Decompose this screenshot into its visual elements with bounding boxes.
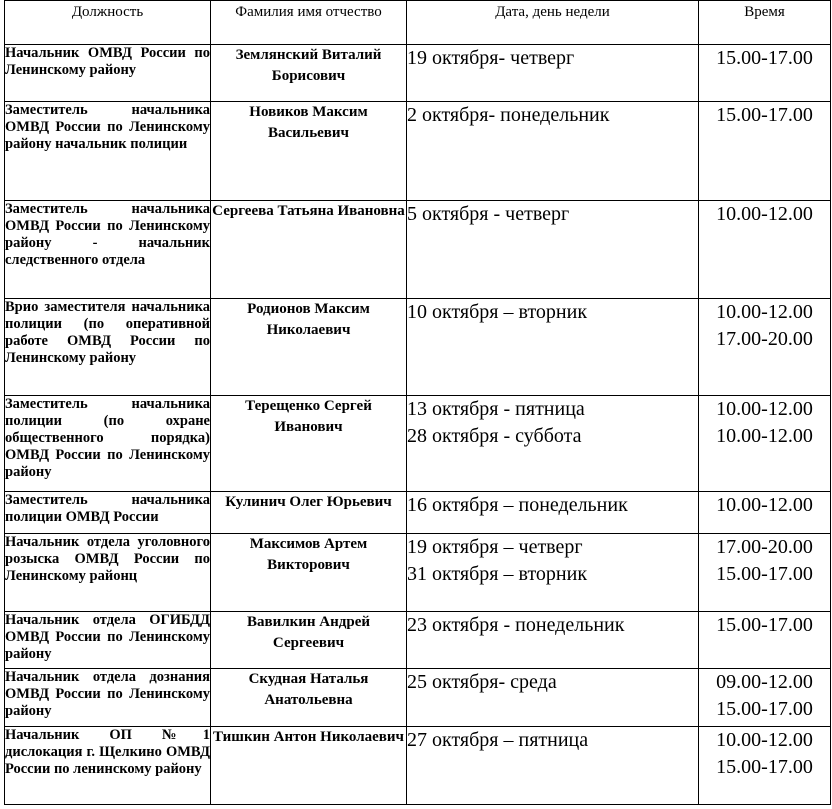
header-time: Время (699, 1, 831, 45)
position-cell: Начальник ОМВД России по Ленинскому району (5, 45, 211, 102)
time-line: 15.00-17.00 (716, 563, 813, 585)
date-cell (407, 396, 699, 492)
time-line: 15.00-17.00 (716, 756, 813, 778)
date-cell (407, 727, 699, 805)
date-line: 16 октября – понедельник (407, 494, 628, 516)
position-cell: Начальник отдела уголовного розыска ОМВД России по Ленинскому районц (5, 534, 211, 612)
date-cell (407, 102, 699, 201)
table-row (5, 612, 831, 669)
name-cell: Вавилкин Андрей Сергеевич (211, 612, 407, 669)
position-cell: Заместитель начальника ОМВД России по Ленинскому району начальник полиции (5, 102, 211, 201)
time-line: 15.00-17.00 (716, 698, 813, 720)
date-line: 5 октября - четверг (407, 203, 570, 225)
time-cell (699, 45, 831, 102)
date-cell (407, 669, 699, 727)
header-position: Должность (5, 1, 211, 45)
time-cell (699, 299, 831, 396)
time-line: 10.00-12.00 (716, 494, 813, 516)
position-cell: Начальник отдела дознания ОМВД России по Ленинскому району (5, 669, 211, 727)
time-cell (699, 201, 831, 299)
date-line: 13 октября - пятница (407, 398, 585, 420)
position-cell: Начальник отдела ОГИБДД ОМВД России по Ленинскому району (5, 612, 211, 669)
table-row (5, 45, 831, 102)
position-cell: Заместитель начальника ОМВД России по Ленинскому району - начальник следственного отдела (5, 201, 211, 299)
time-line: 15.00-17.00 (716, 47, 813, 69)
time-line: 17.00-20.00 (716, 536, 813, 558)
date-line: 27 октября – пятница (407, 729, 589, 751)
name-cell: Скудная Наталья Анатольевна (211, 669, 407, 727)
time-line: 10.00-12.00 (716, 301, 813, 323)
header-row (5, 1, 831, 45)
time-cell (699, 102, 831, 201)
date-cell (407, 612, 699, 669)
position-cell: Врио заместителя начальника полиции (по оперативной работе ОМВД России по Ленинскому району (5, 299, 211, 396)
time-line: 15.00-17.00 (716, 614, 813, 636)
table-row (5, 534, 831, 612)
date-line: 23 октября - понедельник (407, 614, 625, 636)
time-line: 10.00-12.00 (716, 729, 813, 751)
time-cell (699, 727, 831, 805)
date-line: 31 октября – вторник (407, 563, 588, 585)
name-cell: Родионов Максим Николаевич (211, 299, 407, 396)
position-cell: Заместитель начальника полиции ОМВД России (5, 492, 211, 534)
header-name: Фамилия имя отчество (211, 1, 407, 45)
date-line: 19 октября- четверг (407, 47, 575, 69)
name-cell: Новиков Максим Васильевич (211, 102, 407, 201)
name-cell: Кулинич Олег Юрьевич (211, 492, 407, 534)
time-line: 17.00-20.00 (716, 328, 813, 350)
date-cell (407, 45, 699, 102)
time-cell (699, 492, 831, 534)
date-line: 25 октября- среда (407, 671, 557, 693)
date-line: 28 октября - суббота (407, 425, 582, 447)
date-line: 2 октября- понедельник (407, 104, 610, 126)
time-cell (699, 669, 831, 727)
reception-schedule-table (4, 0, 831, 805)
table-row (5, 102, 831, 201)
header-date: Дата, день недели (407, 1, 699, 45)
name-cell: Терещенко Сергей Иванович (211, 396, 407, 492)
time-line: 10.00-12.00 (716, 425, 813, 447)
time-line: 10.00-12.00 (716, 203, 813, 225)
date-cell (407, 299, 699, 396)
table-row (5, 201, 831, 299)
date-cell (407, 201, 699, 299)
date-line: 10 октября – вторник (407, 301, 588, 323)
time-line: 15.00-17.00 (716, 104, 813, 126)
time-line: 09.00-12.00 (716, 671, 813, 693)
table-row (5, 727, 831, 805)
time-cell (699, 396, 831, 492)
table-row (5, 669, 831, 727)
date-cell (407, 492, 699, 534)
name-cell: Сергеева Татьяна Ивановна (211, 201, 407, 299)
table-row (5, 396, 831, 492)
name-cell: Тишкин Антон Николаевич (211, 727, 407, 805)
time-line: 10.00-12.00 (716, 398, 813, 420)
position-cell: Заместитель начальника полиции (по охране общественного порядка) ОМВД России по Ленинскому району (5, 396, 211, 492)
time-cell (699, 534, 831, 612)
table-row (5, 492, 831, 534)
table-row (5, 299, 831, 396)
name-cell: Максимов Артем Викторович (211, 534, 407, 612)
name-cell: Землянский Виталий Борисович (211, 45, 407, 102)
position-cell: Начальник ОП №1 дислокация г. Щелкино ОМВД России по ленинскому району (5, 727, 211, 805)
time-cell (699, 612, 831, 669)
date-cell (407, 534, 699, 612)
date-line: 19 октября – четверг (407, 536, 583, 558)
